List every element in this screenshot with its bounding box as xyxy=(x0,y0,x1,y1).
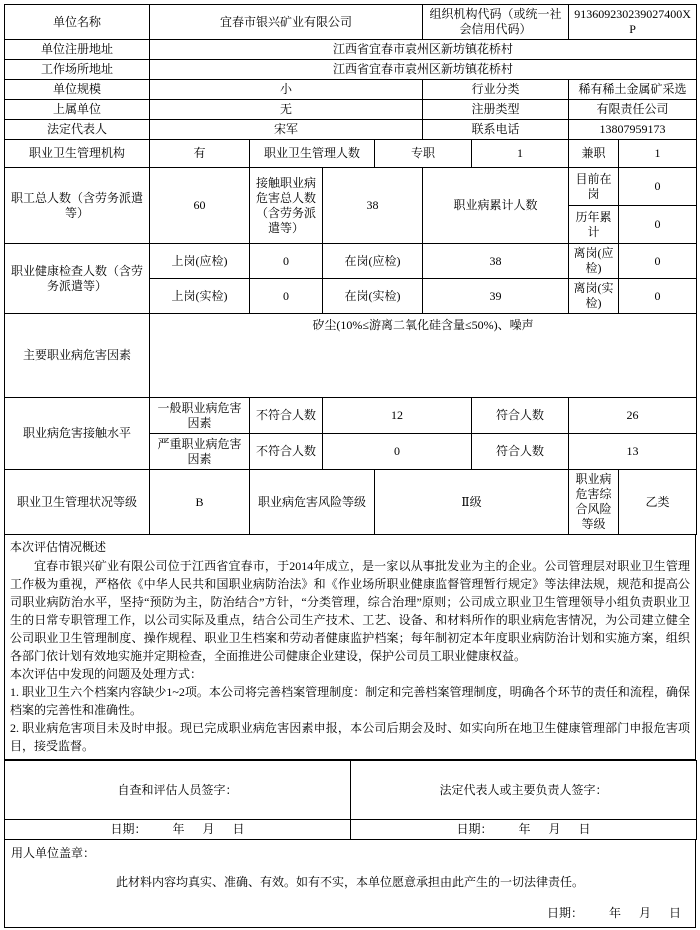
date-label: 日期： xyxy=(456,822,493,836)
work-address-label: 工作场所地址 xyxy=(5,60,150,80)
table-row xyxy=(5,470,697,535)
legal-person-value: 宋军 xyxy=(150,120,423,140)
year-label: 年 xyxy=(608,906,621,920)
pre-job-actual-value: 0 xyxy=(250,279,323,314)
company-name-label: 单位名称 xyxy=(5,5,150,40)
table-row xyxy=(5,168,697,206)
scale-value: 小 xyxy=(150,80,423,100)
severe-hazard-label: 严重职业病危害因素 xyxy=(150,434,250,470)
year-label: 年 xyxy=(172,822,185,836)
hazard-factors-label: 主要职业病危害因素 xyxy=(5,314,150,398)
year-label: 年 xyxy=(518,822,531,836)
general-unqualified-value: 12 xyxy=(323,398,472,434)
narrative-title-2: 本次评估中发现的问题及处理方式： xyxy=(10,667,203,681)
reg-address-label: 单位注册地址 xyxy=(5,40,150,60)
legal-person-label: 法定代表人 xyxy=(5,120,150,140)
assessment-narrative xyxy=(4,535,696,760)
work-address-value: 江西省宜春市袁州区新坊镇花桥村 xyxy=(150,60,697,80)
comprehensive-risk-label: 职业病危害综合风险等级 xyxy=(569,470,619,535)
on-job-should-value: 38 xyxy=(423,244,569,279)
narrative-title: 本次评估情况概述 xyxy=(10,540,107,554)
date-label: 日期： xyxy=(110,822,147,836)
fulltime-label: 专职 xyxy=(375,140,472,168)
self-check-date-cell[interactable] xyxy=(5,820,351,840)
superior-unit-value: 无 xyxy=(150,100,423,120)
on-job-actual-value: 39 xyxy=(423,279,569,314)
seal-date-line[interactable] xyxy=(5,900,695,927)
exposed-staff-value: 38 xyxy=(323,168,423,244)
health-exam-label: 职业健康检查人数（含劳务派遣等） xyxy=(5,244,150,314)
month-label: 月 xyxy=(638,906,651,920)
reg-type-label: 注册类型 xyxy=(423,100,569,120)
off-job-actual-value: 0 xyxy=(619,279,697,314)
table-row xyxy=(5,120,697,140)
self-check-signature-cell[interactable] xyxy=(5,761,351,820)
parttime-label: 兼职 xyxy=(569,140,619,168)
legal-person-date-cell[interactable] xyxy=(351,820,697,840)
day-label: 日 xyxy=(668,906,681,920)
superior-unit-label: 上属单位 xyxy=(5,100,150,120)
seal-statement: 此材料内容均真实、准确、有效。如有不实，本单位愿意承担由此产生的一切法律责任。 xyxy=(115,875,584,889)
general-qualified-label: 符合人数 xyxy=(472,398,569,434)
legal-person-signature-label: 法定代表人或主要负责人签字： xyxy=(439,782,608,797)
risk-grade-value: Ⅱ级 xyxy=(375,470,569,535)
table-row xyxy=(5,140,697,168)
signature-row xyxy=(5,761,697,820)
day-label: 日 xyxy=(232,822,245,836)
general-unqualified-label: 不符合人数 xyxy=(250,398,323,434)
legal-person-signature-cell[interactable] xyxy=(351,761,697,820)
contact-phone-value: 13807959173 xyxy=(569,120,697,140)
org-code-label: 组织机构代码（或统一社会信用代码） xyxy=(423,5,569,40)
reg-address-value: 江西省宜春市袁州区新坊镇花桥村 xyxy=(150,40,697,60)
table-row xyxy=(5,314,697,398)
history-total-value: 0 xyxy=(619,206,697,244)
pre-job-should-value: 0 xyxy=(250,244,323,279)
off-job-should-label: 离岗(应检) xyxy=(569,244,619,279)
hazard-factors-value: 矽尘(10%≤游离二氧化硅含量≤50%)、噪声 xyxy=(150,314,697,398)
company-name-value: 宜春市银兴矿业有限公司 xyxy=(150,5,423,40)
parttime-value: 1 xyxy=(619,140,697,168)
scale-label: 单位规模 xyxy=(5,80,150,100)
table-row xyxy=(5,60,697,80)
signature-date-row xyxy=(5,820,697,840)
self-check-signature-label: 自查和评估人员签字： xyxy=(117,782,238,797)
table-row xyxy=(5,40,697,60)
table-row xyxy=(5,80,697,100)
off-job-actual-label: 离岗(实检) xyxy=(569,279,619,314)
table-row xyxy=(5,244,697,279)
general-hazard-label: 一般职业病危害因素 xyxy=(150,398,250,434)
oh-org-label: 职业卫生管理机构 xyxy=(5,140,150,168)
fulltime-value: 1 xyxy=(472,140,569,168)
mgmt-grade-value: B xyxy=(150,470,250,535)
industry-value: 稀有稀土金属矿采选 xyxy=(569,80,697,100)
month-label: 月 xyxy=(202,822,215,836)
table-row xyxy=(5,398,697,434)
severe-qualified-label: 符合人数 xyxy=(472,434,569,470)
severe-unqualified-label: 不符合人数 xyxy=(250,434,323,470)
history-total-label: 历年累计 xyxy=(569,206,619,244)
narrative-item-2: 2. 职业病危害项目未及时申报。现已完成职业病危害因素申报，本公司后期会及时、如实向所在地卫生健康管理部门申报危害项目，接受监督。 xyxy=(10,721,690,753)
exposed-staff-label: 接触职业病危害总人数（含劳务派遣等） xyxy=(250,168,323,244)
month-label: 月 xyxy=(548,822,561,836)
table-row xyxy=(5,100,697,120)
oh-org-value: 有 xyxy=(150,140,250,168)
disease-total-label: 职业病累计人数 xyxy=(423,168,569,244)
table-row xyxy=(5,5,697,40)
pre-job-should-label: 上岗(应检) xyxy=(150,244,250,279)
mgmt-grade-label: 职业卫生管理状况等级 xyxy=(5,470,150,535)
date-label: 日期： xyxy=(546,906,583,920)
narrative-paragraph-1: 宜春市银兴矿业有限公司位于江西省宜春市，于2014年成立，是一家以从事批发业为主的企业。公司管理层对职业卫生管理工作极为重视，严格依《中华人民共和国职业病防治法》和《作业场所职业健康监督管理暂行规定》等法律法规，规范和提高公司职业病防治水平，坚持“预防为主，防治结合”方针，“分类管理，综合治理”原则；公司成立职业卫生管理领导小组负责职业卫生的日常专职管理工作，以公司实际及重点，结合公司生产技术、工艺、设备、和材料所作的职业病危害情况，为公司建立健全公司职业卫生管理制度、操作规程、职业卫生档案和劳动者健康监护档案；每年制初定本年度职业病防治计划和实施方案，组织各部门依计划有效地实施并定期检查，全面推进公司健康企业建设，保护公司员工职业健康权益。 xyxy=(10,559,690,663)
contact-phone-label: 联系电话 xyxy=(423,120,569,140)
on-job-should-label: 在岗(应检) xyxy=(323,244,423,279)
org-code-value: 913609230239027400XP xyxy=(569,5,697,40)
oh-staff-label: 职业卫生管理人数 xyxy=(250,140,375,168)
total-staff-label: 职工总人数（含劳务派遣等） xyxy=(5,168,150,244)
seal-block xyxy=(4,840,696,928)
industry-label: 行业分类 xyxy=(423,80,569,100)
signature-table xyxy=(4,760,697,840)
narrative-item-1: 1. 职业卫生六个档案内容缺少1~2项。本公司将完善档案管理制度：制定和完善档案管理制度，明确各个环节的责任和流程，确保档案的完善性和准确性。 xyxy=(10,685,690,717)
total-staff-value: 60 xyxy=(150,168,250,244)
reg-type-value: 有限责任公司 xyxy=(569,100,697,120)
severe-unqualified-value: 0 xyxy=(323,434,472,470)
on-job-actual-label: 在岗(实检) xyxy=(323,279,423,314)
current-onsite-label: 目前在岗 xyxy=(569,168,619,206)
seal-label: 用人单位盖章： xyxy=(11,846,96,860)
day-label: 日 xyxy=(578,822,591,836)
occupational-health-form xyxy=(4,4,697,535)
general-qualified-value: 26 xyxy=(569,398,697,434)
comprehensive-risk-value: 乙类 xyxy=(619,470,697,535)
severe-qualified-value: 13 xyxy=(569,434,697,470)
pre-job-actual-label: 上岗(实检) xyxy=(150,279,250,314)
risk-grade-label: 职业病危害风险等级 xyxy=(250,470,375,535)
exposure-level-label: 职业病危害接触水平 xyxy=(5,398,150,470)
current-onsite-value: 0 xyxy=(619,168,697,206)
off-job-should-value: 0 xyxy=(619,244,697,279)
